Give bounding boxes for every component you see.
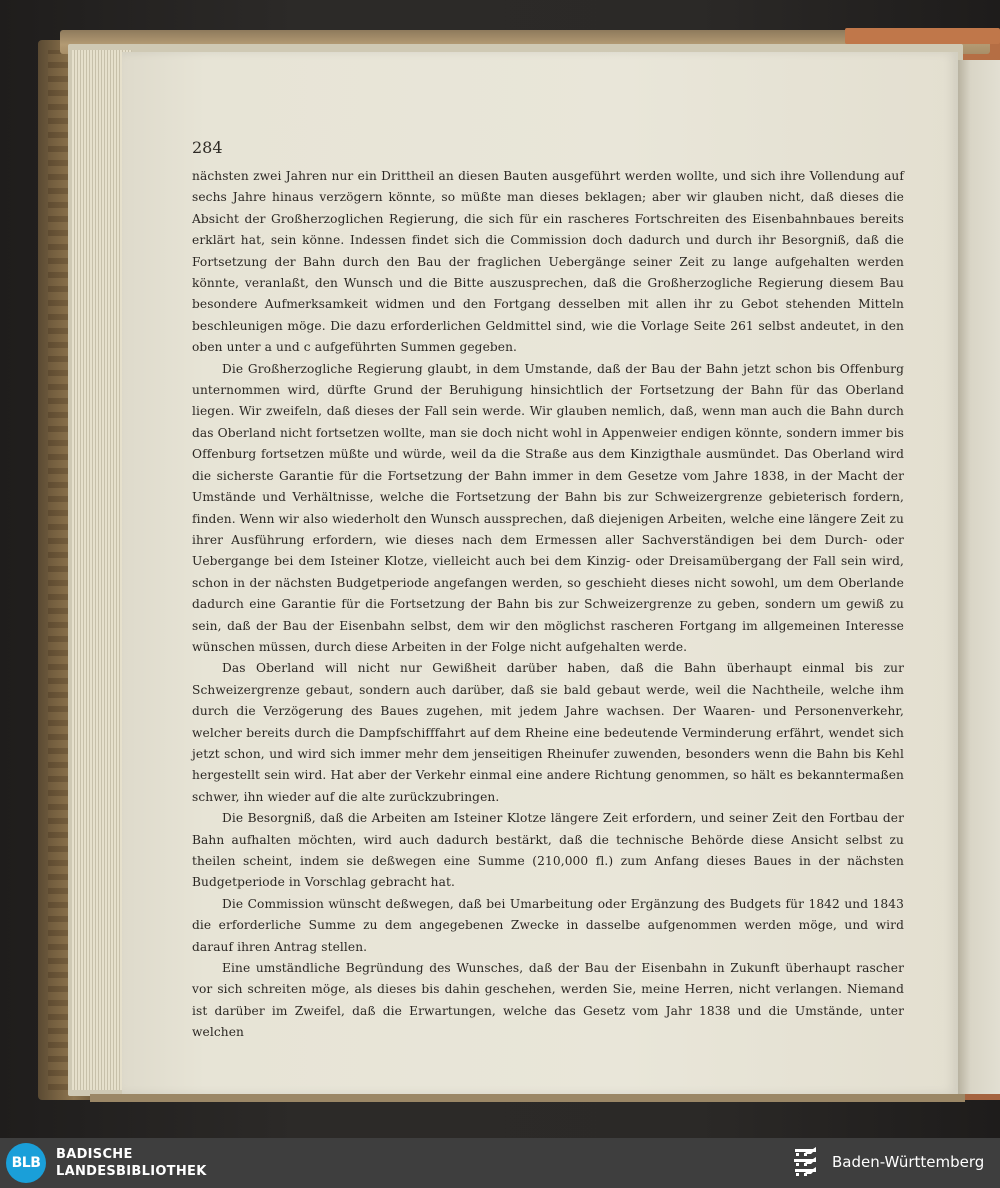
blb-logo[interactable]: BLB [6, 1143, 46, 1183]
paragraph: Die Besorgniß, daß die Arbeiten am Isteiner Klotze längere Zeit erfordern, und seiner Zeit den Fortbau der Bahn aufhalten möchten, wird auch dadurch bestärkt, daß die technische Behörde diese Ansicht selbst zu theilen scheint, indem sie deßwegen eine Summe (210,000 fl.) zum Anfang dieses Baues in der nächsten Budgetperiode in Vorschlag gebracht hat. [192, 811, 904, 890]
state-name[interactable]: Baden-Württemberg [832, 1153, 985, 1171]
facing-page [958, 60, 1000, 1094]
book-top-edge-binding [845, 28, 1000, 44]
paragraph: Das Oberland will nicht nur Gewißheit darüber haben, daß die Bahn überhaupt einmal bis zur Schweizergrenze gebaut, sondern auch darüber, daß sie bald gebaut werde, weil die Nachtheile, welche ihm durch die Verzögerung des Baues zugehen, mit jedem Jahre wachsen. Der Waaren- und Personenverkehr, welcher bereits durch die Dampfschifffahrt auf dem Rheine eine bedeutende Verminderung erfährt, wendet sich jetzt schon, und wird sich immer mehr dem jenseitigen Rheinufer zuwenden, besonders wenn die Bahn bis Kehl hergestellt sein wird. Hat aber der Verkehr einmal eine andere Richtung genommen, so hält es bekanntermaßen schwer, ihn wieder auf die alte zurückzubringen. [192, 661, 904, 804]
library-name-line2: LANDESBIBLIOTHEK [56, 1164, 207, 1179]
book-bottom-edge [90, 1094, 965, 1102]
paragraph: nächsten zwei Jahren nur ein Drittheil an diesen Bauten ausgeführt werden wollte, und sich ihre Vollendung auf sechs Jahre hinaus verzögern könnte, so müßte man dieses beklagen; aber wir glauben nicht, daß dieses die Absicht der Großherzoglichen Regierung, die sich für ein rascheres Fortschreiten des Eisenbahnbaues bereits erklärt hat, sein könne. Indessen findet sich die Commission doch dadurch und durch ihr Besorgniß, daß die Fortsetzung der Bahn durch den Bau der fraglichen Uebergänge seiner Zeit zu lange aufgehalten werden könnte, veranlaßt, den Wunsch und die Bitte auszusprechen, daß die Großherzogliche Regierung diesem Bau besondere Aufmerksamkeit widmen und den Fortgang desselben mit allen ihr zu Gebot stehenden Mitteln beschleunigen möge. Die dazu erforderlichen Geldmittel sind, wie die Vorlage Seite 261 selbst andeutet, in den oben unter a und c aufgeführten Summen gegeben. [192, 169, 904, 355]
lions-emblem-icon [792, 1145, 822, 1181]
paragraph: Die Großherzogliche Regierung glaubt, in dem Umstande, daß der Bau der Bahn jetzt schon bis Offenburg unternommen wird, dürfte Grund der Beruhigung hinsichtlich der Fortsetzung der Bahn für das Oberland liegen. Wir zweifeln, daß dieses der Fall sein werde. Wir glauben nemlich, daß, wenn man auch die Bahn durch das Oberland nicht fortsetzen wollte, man sie doch nicht wohl in Appenweier endigen könnte, sondern immer bis Offenburg fortsetzen müßte und würde, weil da die Straße aus dem Kinzigthale ausmündet. Das Oberland wird die sicherste Garantie für die Fortsetzung der Bahn immer in dem Gesetze vom Jahre 1838, in der Macht der Umstände und Verhältnisse, welche die Fortsetzung der Bahn bis zur Schweizergrenze gebieterisch fordern, finden. Wenn wir also wiederholt den Wunsch aussprechen, daß diejenigen Arbeiten, welche eine längere Zeit zu ihrer Ausführung erfordern, wie dieses nach dem Ermessen aller Sachverständigen bei dem Durch- oder Uebergange bei dem Isteiner Klotze, vielleicht auch bei dem Kinzig- oder Dreisamübergang der Fall sein wird, schon in der nächsten Budgetperiode angefangen werden, so geschieht dieses nicht sowohl, um dem Oberlande dadurch eine Garantie für die Fortsetzung der Bahn bis zur Schweizergrenze zu geben, sondern um gewiß zu sein, daß der Bau der Eisenbahn selbst, dem wir den möglichst rascheren Fortgang im allgemeinen Interesse wünschen müssen, durch diese Arbeiten in der Folge nicht aufgehalten werde. [192, 361, 904, 654]
page-text [192, 166, 904, 1044]
library-name-line1: BADISCHE [56, 1147, 133, 1162]
footer-bar [0, 1138, 1000, 1188]
page-number: 284 [192, 138, 223, 157]
paragraph: Die Commission wünscht deßwegen, daß bei Umarbeitung oder Ergänzung des Budgets für 1842 und 1843 die erforderliche Summe zu dem angegebenen Zwecke in dasselbe aufgenommen werden möge, und wird darauf ihren Antrag stellen. [192, 896, 904, 954]
paragraph: Eine umständliche Begründung des Wunsches, daß der Bau der Eisenbahn in Zukunft überhaupt rascher vor sich schreiten möge, als dieses bis dahin geschehen, werden Sie, meine Herren, nicht verlangen. Niemand ist darüber im Zweifel, daß die Erwartungen, welche das Gesetz vom Jahr 1838 und die Umstände, unter welchen [192, 961, 904, 1040]
library-name[interactable] [56, 1146, 207, 1180]
